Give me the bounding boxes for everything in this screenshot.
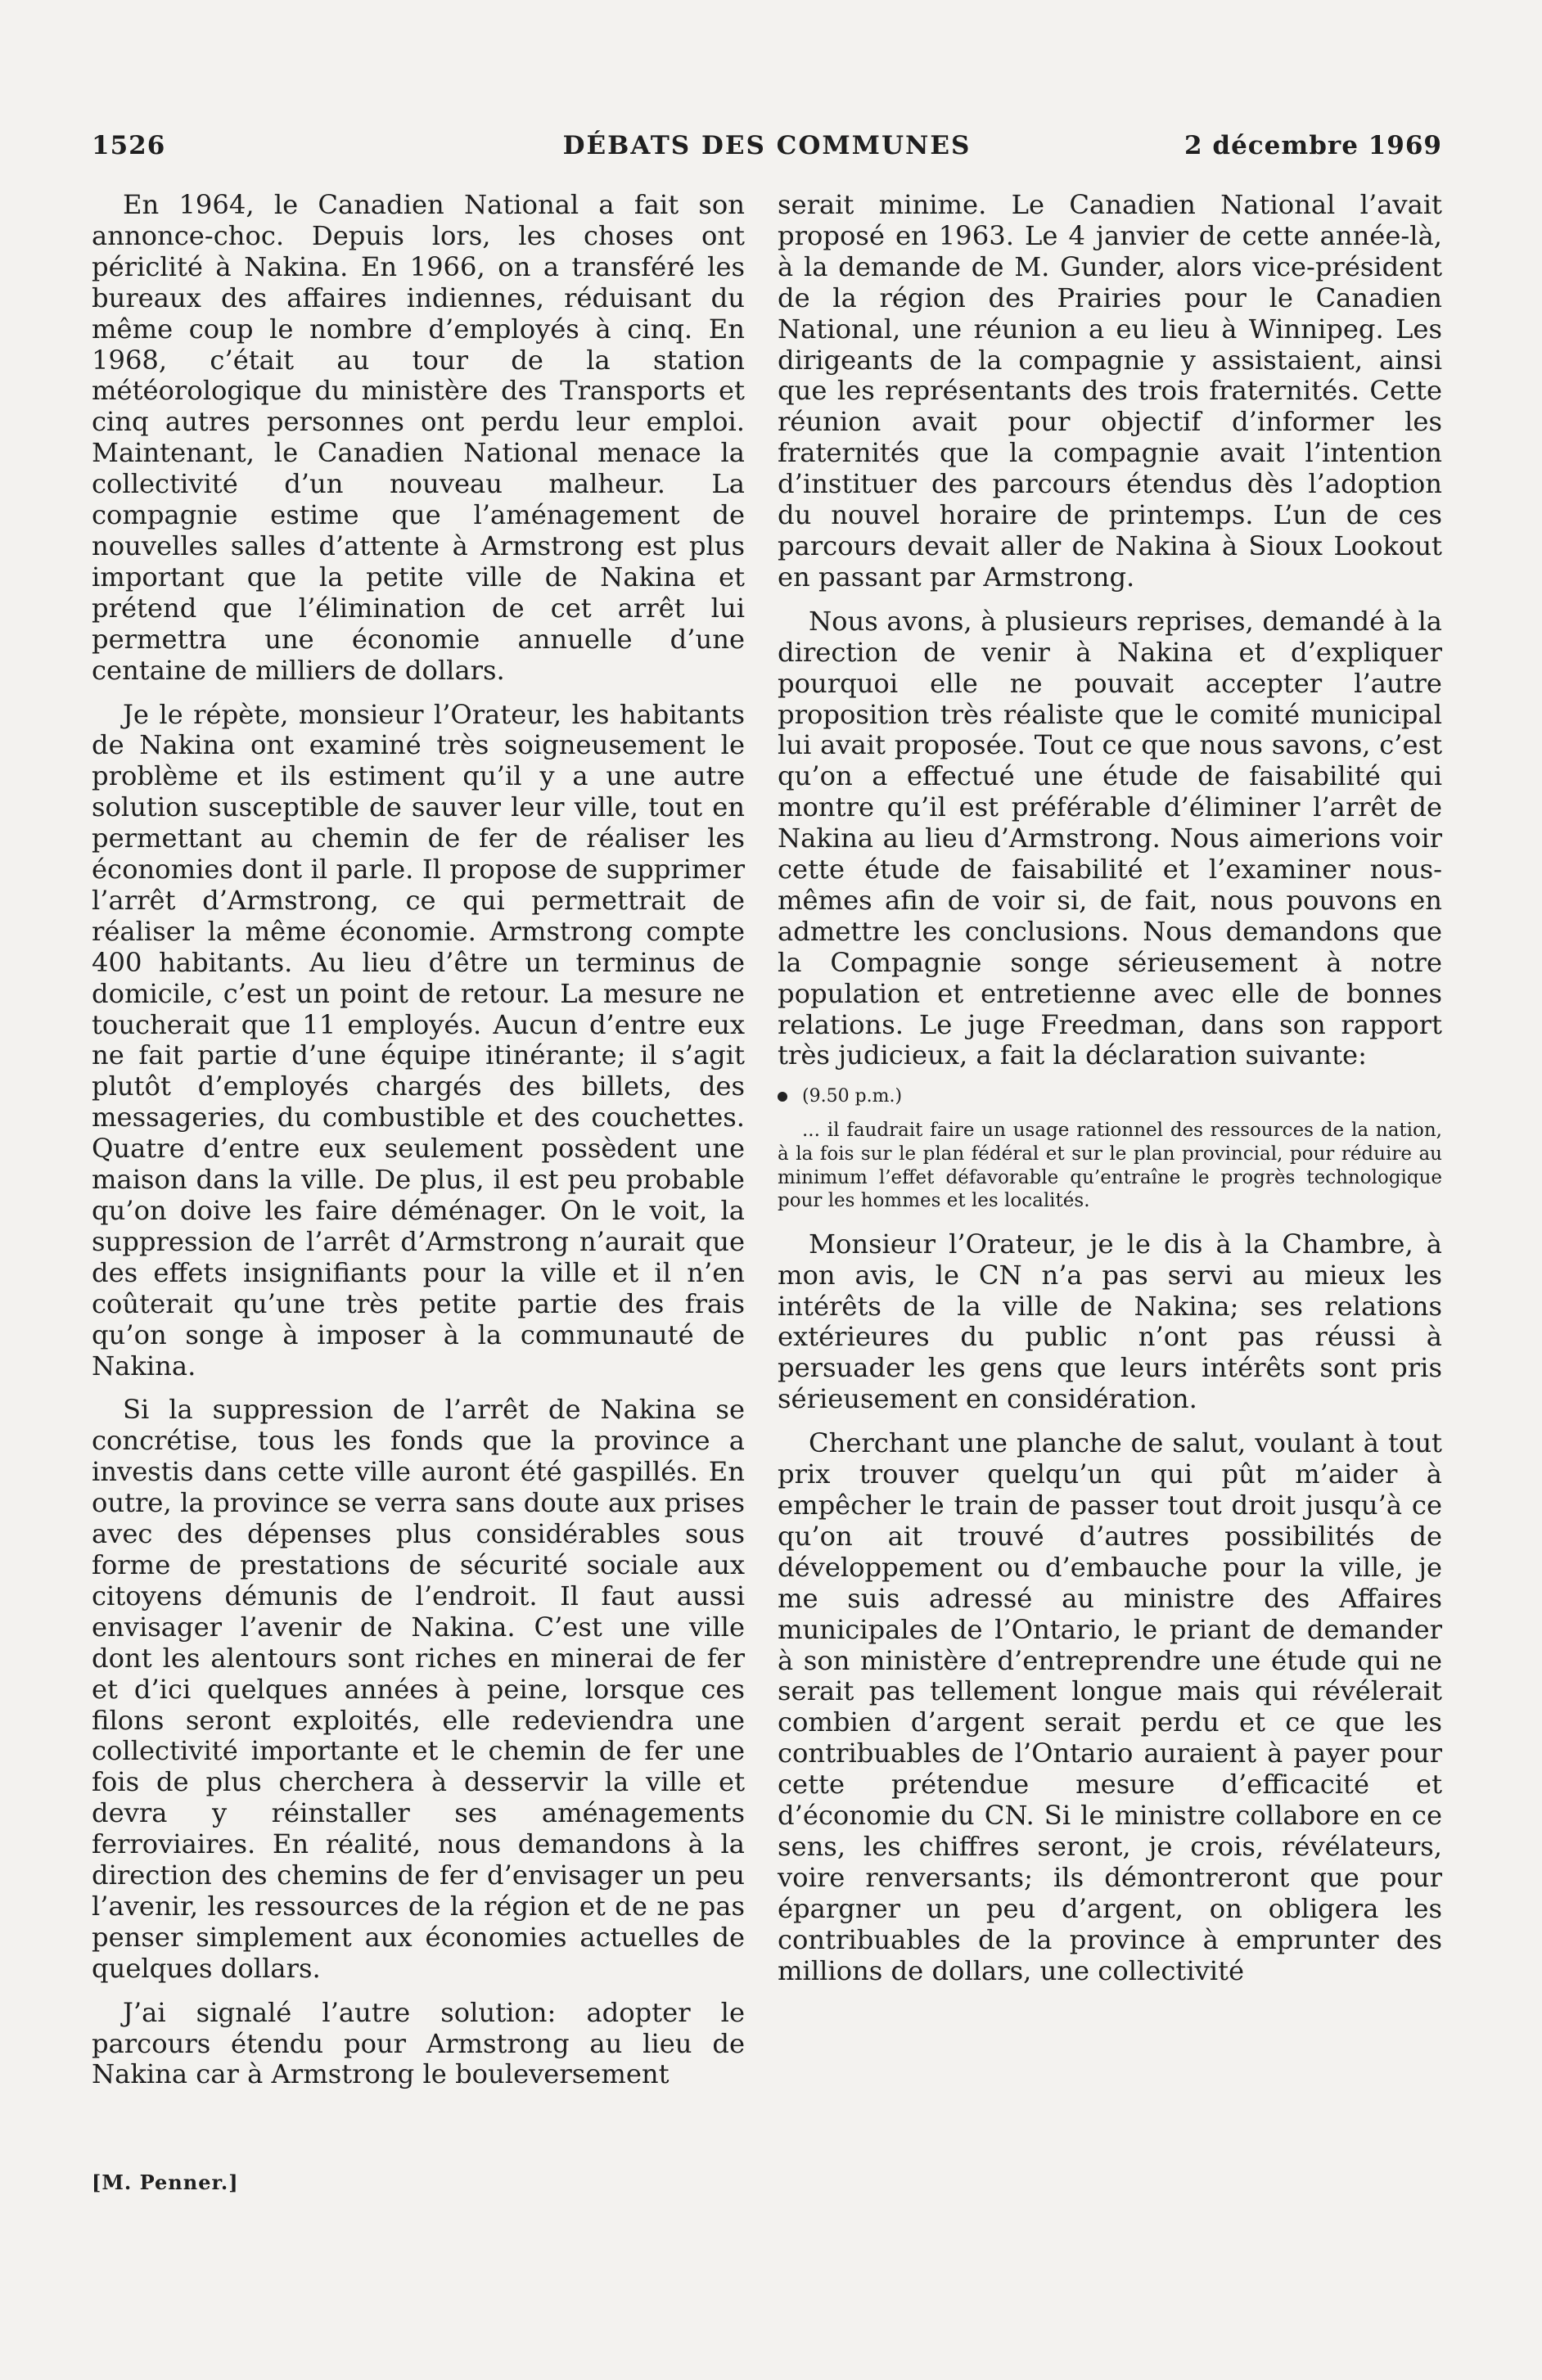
page-header — [92, 131, 1442, 167]
paragraph: Si la suppression de l’arrêt de Nakina se concrétise, tous les fonds que la province a investis dans cette ville auront été gaspillés. En outre, la province se verra sans doute aux prises avec des dépenses plus considérables sous forme de prestations de sécurité sociale aux citoyens démunis de l’endroit. Il faut aussi envisager l’avenir de Nakina. C’est une ville dont les alentours sont riches en minerai de fer et d’ici quelques années à peine, lorsque ces filons seront exploités, elle redeviendra une collectivité importante et le chemin de fer une fois de plus cherchera à desservir la ville et devra y réinstaller ses aménagements ferroviaires. En réalité, nous demandons à la direction des chemins de fer d’envisager un peu l’avenir, les ressources de la région et de ne pas penser simplement aux économies actuelles de quelques dollars. — [92, 1394, 745, 1984]
paragraph-continued: serait minime. Le Canadien National l’avait proposé en 1963. Le 4 janvier de cette année-là, à la demande de M. Gunder, alors vice-président de la région des Prairies pour le Canadien National, une réunion a eu lieu à Winnipeg. Les dirigeants de la compagnie y assistaient, ainsi que les représentants des trois fraternités. Cette réunion avait pour objectif d’informer les fraternités que la compagnie avait l’intention d’instituer des parcours étendus dès l’adoption du nouvel horaire de printemps. L’un de ces parcours devait aller de Nakina à Sioux Lookout en passant par Armstrong. — [778, 189, 1442, 593]
paragraph: Cherchant une planche de salut, voulant à tout prix trouver quelqu’un qui pût m’aider à empêcher le train de passer tout droit jusqu’à ce qu’on ait trouvé d’autres possibilités de développement ou d’embauche pour la ville, je me suis adressé au ministre des Affaires municipales de l’Ontario, le priant de demander à son ministère d’entreprendre une étude qui ne serait pas tellement longue mais qui révélerait combien d’argent serait perdu et ce que les contribuables de l’Ontario auraient à payer pour cette prétendue mesure d’efficacité et d’économie du CN. Si le ministre collabore en ce sens, les chiffres seront, je crois, révélateurs, voire renversants; ils démontreront que pour épargner un peu d’argent, on obligera les contribuables de la province à emprunter des millions de dollars, une collectivité — [778, 1427, 1442, 1986]
bullet-icon — [778, 1092, 787, 1102]
paragraph: J’ai signalé l’autre solution: adopter le parcours étendu pour Armstrong au lieu de Nakina car à Armstrong le bouleversement — [92, 1996, 745, 2090]
publication-title: DÉBATS DES COMMUNES — [562, 131, 972, 160]
page-date: 2 décembre 1969 — [1184, 131, 1442, 160]
right-column — [778, 190, 1442, 2000]
speaker-attribution: [M. Penner.] — [92, 2170, 239, 2194]
paragraph: Nous avons, à plusieurs reprises, demandé à la direction de venir à Nakina et d’expliquer pourquoi elle ne pouvait accepter l’autre proposition très réaliste que le comité municipal lui avait proposée. Tout ce que nous savons, c’est qu’on a effectué une étude de faisabilité qui montre qu’il est préférable d’éliminer l’arrêt de Nakina au lieu d’Armstrong. Nous aimerions voir cette étude de faisabilité et l’examiner nous-mêmes afin de voir si, de fait, nous pouvons en admettre les conclusions. Nous demandons que la Compagnie songe sérieusement à notre population et entretienne avec elle de bonnes relations. Le juge Freedman, dans son rapport très judicieux, a fait la déclaration suivante: — [778, 605, 1442, 1071]
block-quote — [778, 1119, 1442, 1212]
time-marker — [778, 1084, 1442, 1109]
quote-text: ... il faudrait faire un usage rationnel des ressources de la nation, à la fois sur le plan fédéral et sur le plan provincial, pour réduire au minimum l’effet défavorable qu’entraîne le progrès technologique pour les hommes et les localités. — [778, 1120, 1442, 1212]
time-marker-text: (9.50 p.m.) — [802, 1086, 903, 1107]
page-number: 1526 — [92, 131, 166, 160]
paragraph: En 1964, le Canadien National a fait son annonce-choc. Depuis lors, les choses ont périclité à Nakina. En 1966, on a transféré les bureaux des affaires indiennes, réduisant du même coup le nombre d’employés à cinq. En 1968, c’était au tour de la station météorologique du ministère des Transports et cinq autres personnes ont perdu leur emploi. Maintenant, le Canadien National menace la collectivité d’un nouveau malheur. La compagnie estime que l’aménagement de nouvelles salles d’attente à Armstrong est plus important que la petite ville de Nakina et prétend que l’élimination de cet arrêt lui permettra une économie annuelle d’une centaine de milliers de dollars. — [92, 189, 745, 686]
paragraph: Monsieur l’Orateur, je le dis à la Chambre, à mon avis, le CN n’a pas servi au mieux les intérêts de la ville de Nakina; ses relations extérieures du public n’ont pas réussi à persuader les gens que leurs intérêts sont pris sérieusement en considération. — [778, 1228, 1442, 1415]
left-column — [92, 190, 745, 2103]
paragraph: Je le répète, monsieur l’Orateur, les habitants de Nakina ont examiné très soigneusement le problème et ils estiment qu’il y a une autre solution susceptible de sauver leur ville, tout en permettant au chemin de fer de réaliser les économies dont il parle. Il propose de supprimer l’arrêt d’Armstrong, ce qui permettrait de réaliser la même économie. Armstrong compte 400 habitants. Au lieu d’être un terminus de domicile, c’est un point de retour. La mesure ne toucherait que 11 employés. Aucun d’entre eux ne fait partie d’une équipe itinérante; il s’agit plutôt d’employés chargés des billets, des messageries, du combustible et des couchettes. Quatre d’entre eux seulement possèdent une maison dans la ville. De plus, il est peu probable qu’on doive les faire déménager. On le voit, la suppression de l’arrêt d’Armstrong n’aurait que des effets insignifiants pour la ville et il n’en coûterait qu’une très petite partie des frais qu’on songe à imposer à la communauté de Nakina. — [92, 698, 745, 1382]
